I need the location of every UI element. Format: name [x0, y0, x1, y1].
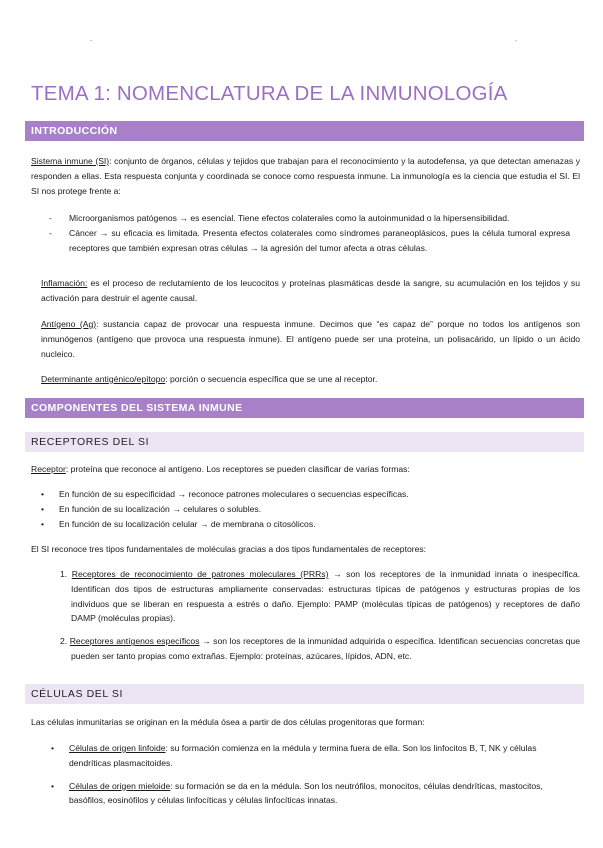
antigeno-paragraph: Antígeno (Ag): sustancia capaz de provocar una respuesta inmune. Decimos que “es capaz de” porque no todos los antígenos son inmunógenos (antígeno que provoca una respuesta inmune). El antígeno puede ser una proteína, un polisacárido, un lípido o un ácido nucleico.	[41, 319, 580, 359]
term-linfoide: Células de origen linfoide	[69, 743, 166, 753]
celulas-list	[40, 741, 580, 808]
term-sistema-inmune: Sistema inmune (SI)	[31, 156, 110, 166]
term-receptor: Receptor	[31, 464, 66, 474]
header-dot-right: .	[515, 34, 518, 43]
list-item: • Células de origen linfoide: su formación comienza en la médula y termina fuera de ella. Son los linfocitos B, T, NK y células dendríticas plasmacitoides.	[51, 743, 537, 768]
term-mieloide: Células de origen mieloide	[69, 780, 171, 791]
header-dot-left: .	[90, 34, 93, 43]
sistema-inmune-paragraph	[31, 154, 580, 198]
celulas-intro: Las células inmunitarias se originan en la médula ósea a partir de dos células progenitoras que forman:	[31, 717, 425, 727]
list-item: • En función de su localización → celulares o solubles.	[41, 503, 262, 514]
list-item: • En función de su especificidad → reconoce patrones moleculares o secuencias específicas.	[41, 489, 409, 499]
sistema-inmune-text: : conjunto de órganos, células y tejidos que trabajan para el reconocimiento y la autodefensa, ya que detectan amenazas y responden a ellas. Esta respuesta conjunta y coordinada se conoce como respuesta inmune. La inmunología es la ciencia que estudia el SI. El SI nos protege frente a:	[31, 156, 580, 196]
term-inflamacion: Inflamación:	[41, 278, 88, 288]
list-item: - Microorganismos patógenos → es esencial. Tiene efectos colaterales como la autoinmunidad o la hipersensibilidad.	[49, 213, 510, 223]
receptor-types-list	[41, 567, 580, 664]
term-determinante: Determinante antigénico/epítopo	[41, 374, 166, 384]
list-item: - Cáncer → su eficacia es limitada. Presenta efectos colaterales como síndromes paraneoplásicos, pues la célula tumoral expresa receptores que también expresan otras células → la agresión del tumor afecta a otras células.	[49, 227, 570, 253]
subsection-heading-receptores: RECEPTORES DEL SI	[25, 432, 584, 452]
protects-list	[30, 211, 570, 255]
term-receptores-especificos: Receptores antígenos específicos	[69, 636, 200, 647]
term-prrs: Receptores de reconocimiento de patrones moleculares (PRRs)	[71, 569, 329, 579]
list-item: • Células de origen mieloide: su formación se da en la médula. Son los neutrófilos, monocitos, células dendríticas, mastocitos, basófilos, eosinófilos y células linfocíticas y células linfocíticas innatas.	[51, 780, 543, 806]
term-antigeno: Antígeno (Ag)	[41, 319, 97, 329]
receptor-classification-list	[30, 487, 570, 531]
recognize-paragraph: El SI reconoce tres tipos fundamentales de moléculas gracias a dos tipos fundamentales de receptores:	[31, 544, 427, 554]
subsection-heading-celulas: CÉLULAS DEL SI	[25, 684, 584, 704]
page-title: TEMA 1: NOMENCLATURA DE LA INMUNOLOGÍA	[31, 82, 508, 105]
inflamacion-paragraph: Inflamación: es el proceso de reclutamiento de los leucocitos y proteínas plasmáticas desde la sangre, su acumulación en los tejidos y su activación para destruir el agente causal.	[41, 278, 580, 303]
receptor-definition: Receptor: proteína que reconoce al antígeno. Los receptores se pueden clasificar de varias formas:	[31, 464, 410, 474]
list-item: 2. Receptores antígenos específicos → son los receptores de la inmunidad adquirida o específica. Identifican secuencias concretas que pueden ser tanto propias como extrañas. Ejemplo: proteínas, azúcares, lípidos, ADN, etc.	[60, 636, 580, 661]
determinante-paragraph: Determinante antigénico/epítopo: porción o secuencia específica que se une al receptor.	[41, 374, 378, 384]
list-item: 1. Receptores de reconocimiento de patrones moleculares (PRRs) → son los receptores de la inmunidad innata o inespecífica. Identifican dos tipos de estructuras ampliamente conservadas: estructuras típicas de patógenos y estructuras propias de los individuos que se liberan en respuesta a estrés o daño. Ejemplo: PAMP (moléculas típicas de patógenos) y receptores de daño DAMP (moléculas propias).	[60, 569, 581, 624]
section-heading-componentes: COMPONENTES DEL SISTEMA INMUNE	[25, 398, 584, 418]
section-heading-introduccion: INTRODUCCIÓN	[25, 121, 584, 141]
list-item: • En función de su localización celular → de membrana o citosólicos.	[41, 518, 316, 529]
